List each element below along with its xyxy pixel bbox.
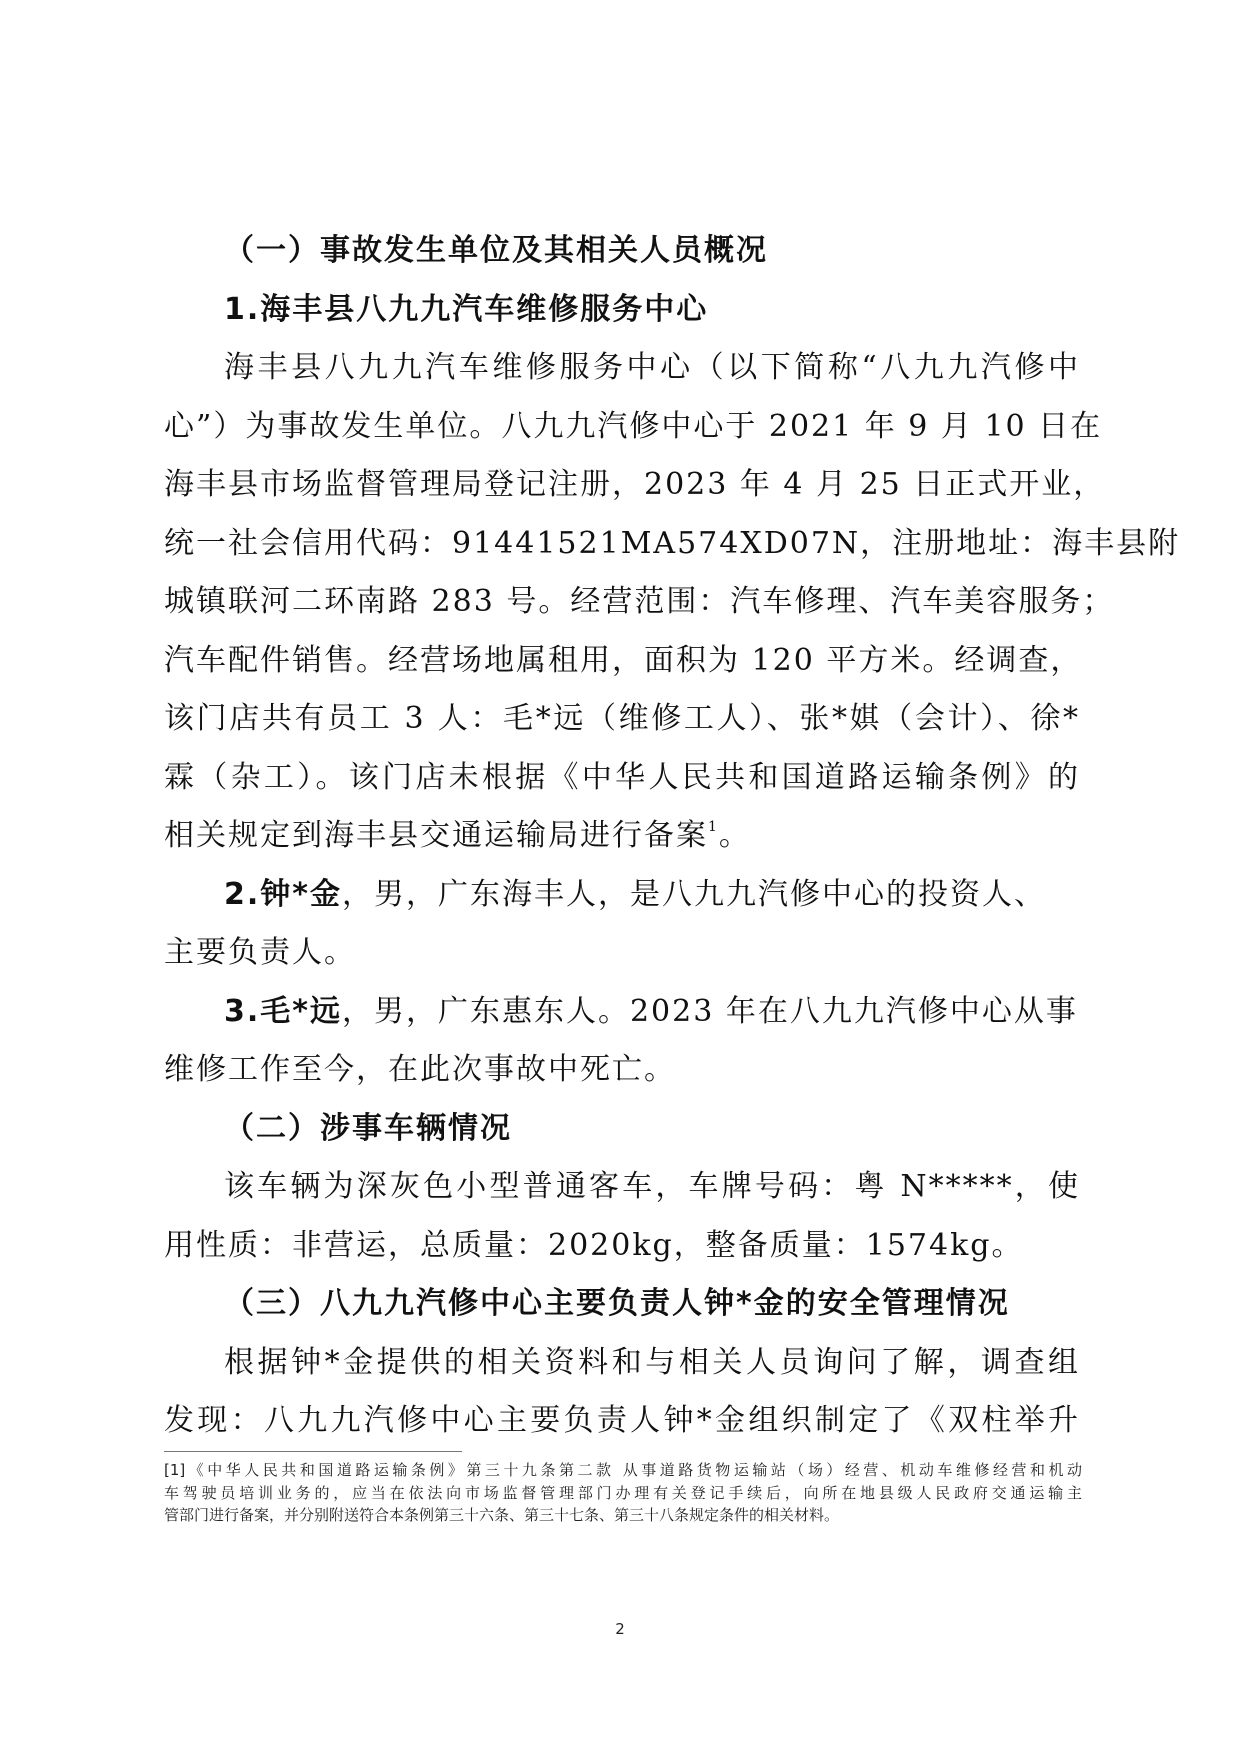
footnote [164, 1459, 1082, 1527]
paragraph-line: 海丰县八九九汽车维修服务中心（以下简称“八九九汽修中 [224, 350, 1080, 385]
paragraph-line: 该门店共有员工 3 人：毛*远（维修工人）、张*娸（会计）、徐* [164, 701, 1080, 736]
person-name: 2.钟*金 [224, 876, 342, 912]
document-body [164, 222, 1181, 1451]
paragraph-line [164, 807, 1080, 866]
paragraph-line: 海丰县市场监督管理局登记注册，2023 年 4 月 25 日正式开业， [164, 467, 1106, 502]
paragraph-line: 用性质：非营运，总质量：2020kg，整备质量：1574kg。 [164, 1227, 1024, 1263]
section-heading-2: （二）涉事车辆情况 [224, 1110, 512, 1146]
section-heading-1: （一）事故发生单位及其相关人员概况 [224, 233, 768, 268]
paragraph-line [164, 866, 1080, 925]
footnote-reference: 1 [708, 819, 719, 835]
paragraph-line: 城镇联河二环南路 283 号。经营范围：汽车修理、汽车美容服务； [164, 584, 1115, 619]
footnote-line: 车驾驶员培训业务的，应当在依法向市场监督管理部门办理有关登记手续后，向所在地县级人民政府交通运输主 [164, 1483, 1082, 1502]
paragraph-line: 根据钟*金提供的相关资料和与相关人员询问了解，调查组 [224, 1344, 1080, 1380]
page-number: 2 [615, 1620, 625, 1638]
paragraph-line: 维修工作至今，在此次事故中死亡。 [164, 1052, 676, 1087]
paragraph-line: 心”）为事故发生单位。八九九汽修中心于 2021 年 9 月 10 日在 [164, 408, 1103, 444]
paragraph-line: 汽车配件销售。经营场地属租用，面积为 120 平方米。经调查， [164, 642, 1083, 678]
footnote-line: 管部门进行备案，并分别附送符合本条例第三十六条、第三十七条、第三十八条规定条件的相关材料。 [164, 1506, 840, 1524]
paragraph-line: 主要负责人。 [164, 935, 356, 970]
section-heading-3: （三）八九九汽修中心主要负责人钟*金的安全管理情况 [224, 1286, 1010, 1321]
footnote-separator [164, 1451, 462, 1452]
paragraph-line: 统一社会信用代码：91441521MA574XD07N，注册地址：海丰县附 [164, 525, 1181, 561]
paragraph-text: 。 [718, 818, 751, 853]
paragraph-line: 霖（杂工）。该门店未根据《中华人民共和国道路运输条例》的 [164, 759, 1080, 795]
paragraph-line: 该车辆为深灰色小型普通客车，车牌号码：粤 N*****，使 [224, 1169, 1080, 1204]
paragraph-text: 相关规定到海丰县交通运输局进行备案 [164, 818, 708, 853]
paragraph-text: ，男，广东惠东人。2023 年在八九九汽修中心从事 [341, 993, 1078, 1029]
paragraph-text: ，男，广东海丰人，是八九九汽修中心的投资人、 [341, 876, 1046, 912]
footnote-line: [1]《中华人民共和国道路运输条例》第三十九条第二款 从事道路货物运输站（场）经营、机动车维修经营和机动 [164, 1461, 1082, 1479]
person-name: 3.毛*远 [224, 993, 342, 1029]
paragraph-line [164, 983, 1080, 1042]
subheading-1: 1.海丰县八九九汽车维修服务中心 [224, 291, 709, 327]
paragraph-line: 发现：八九九汽修中心主要负责人钟*金组织制定了《双柱举升 [164, 1403, 1080, 1438]
